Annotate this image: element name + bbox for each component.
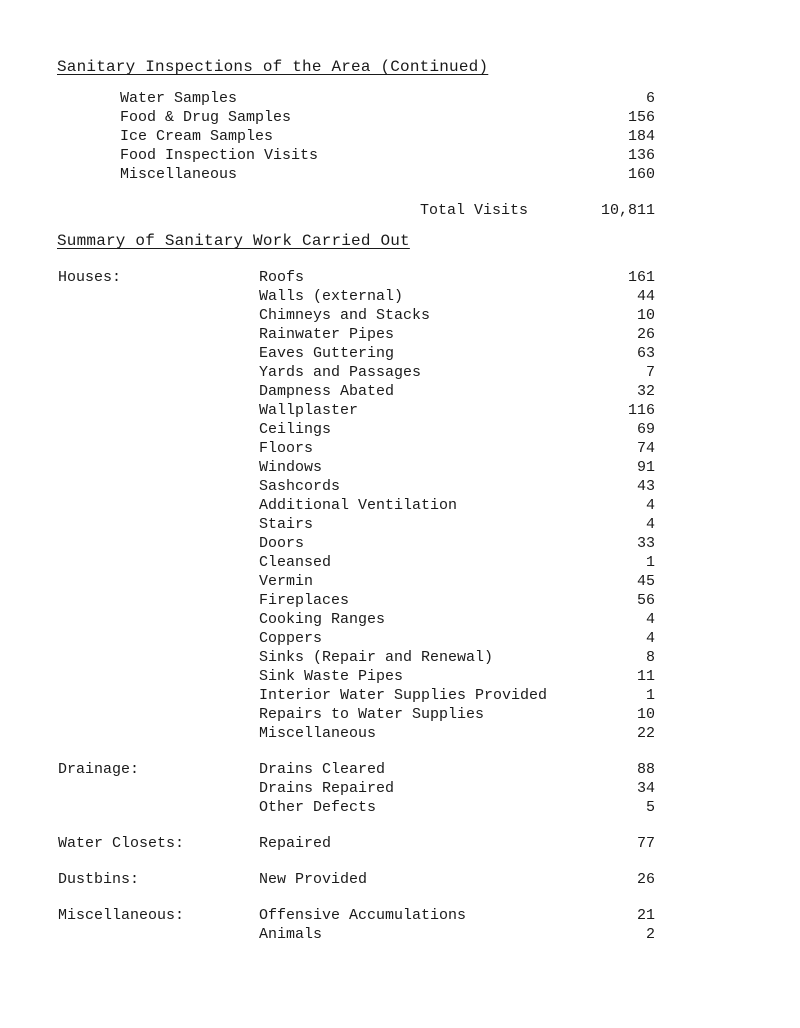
row-label: Fireplaces (259, 592, 350, 609)
table-row (259, 686, 655, 705)
row-label: Miscellaneous (259, 725, 377, 742)
row-label: Repairs to Water Supplies (259, 706, 485, 723)
row-label: Vermin (259, 573, 314, 590)
table-row (259, 287, 655, 306)
row-value: 56 (636, 592, 655, 609)
row-label: Windows (259, 459, 323, 476)
table-row (259, 363, 655, 382)
table-row (259, 834, 655, 853)
table-row (259, 401, 655, 420)
table-row (259, 760, 655, 779)
row-label: Cooking Ranges (259, 611, 386, 628)
row-label: Interior Water Supplies Provided (259, 687, 548, 704)
row-value: 69 (636, 421, 655, 438)
row-label: Animals (259, 926, 323, 943)
table-row (120, 89, 655, 108)
row-label: Dampness Abated (259, 383, 395, 400)
row-value: 43 (636, 478, 655, 495)
row-value: 8 (645, 649, 655, 666)
row-value: 6 (645, 90, 655, 107)
table-row (259, 458, 655, 477)
table-row (259, 870, 655, 889)
row-value: 63 (636, 345, 655, 362)
row-label: Repaired (259, 835, 332, 852)
total-value: 10,811 (600, 202, 655, 219)
row-label: Food & Drug Samples (120, 109, 292, 126)
row-label: Ice Cream Samples (120, 128, 274, 145)
row-label: New Provided (259, 871, 368, 888)
table-row (120, 108, 655, 127)
row-value: 33 (636, 535, 655, 552)
table-row (259, 344, 655, 363)
row-label: Sashcords (259, 478, 341, 495)
table-row (259, 268, 655, 287)
table-row (259, 477, 655, 496)
row-value: 26 (636, 326, 655, 343)
group-label-drainage: Drainage: (58, 761, 140, 778)
row-value: 10 (636, 307, 655, 324)
row-label: Cleansed (259, 554, 332, 571)
row-value: 4 (645, 611, 655, 628)
row-value: 91 (636, 459, 655, 476)
row-label: Sinks (Repair and Renewal) (259, 649, 494, 666)
table-row (259, 496, 655, 515)
section-heading-inspections: Sanitary Inspections of the Area (Continued) (57, 58, 489, 76)
table-row (259, 779, 655, 798)
table-row (259, 667, 655, 686)
table-row (259, 906, 655, 925)
row-label: Chimneys and Stacks (259, 307, 431, 324)
row-value: 32 (636, 383, 655, 400)
row-value: 136 (627, 147, 655, 164)
total-label: Total Visits (420, 202, 529, 219)
row-label: Other Defects (259, 799, 377, 816)
row-label: Offensive Accumulations (259, 907, 467, 924)
row-label: Floors (259, 440, 314, 457)
row-value: 2 (645, 926, 655, 943)
row-value: 21 (636, 907, 655, 924)
row-value: 22 (636, 725, 655, 742)
row-label: Stairs (259, 516, 314, 533)
table-row (120, 165, 655, 184)
table-row (259, 534, 655, 553)
row-label: Drains Cleared (259, 761, 386, 778)
table-row (259, 439, 655, 458)
row-label: Eaves Guttering (259, 345, 395, 362)
row-value: 88 (636, 761, 655, 778)
row-value: 1 (645, 687, 655, 704)
row-value: 4 (645, 630, 655, 647)
row-value: 26 (636, 871, 655, 888)
row-label: Walls (external) (259, 288, 404, 305)
row-value: 77 (636, 835, 655, 852)
total-row (120, 201, 655, 220)
table-row (120, 146, 655, 165)
row-value: 11 (636, 668, 655, 685)
row-value: 156 (627, 109, 655, 126)
table-row (259, 591, 655, 610)
row-label: Yards and Passages (259, 364, 422, 381)
table-row (259, 629, 655, 648)
row-label: Doors (259, 535, 305, 552)
row-value: 4 (645, 516, 655, 533)
row-label: Water Samples (120, 90, 238, 107)
row-value: 4 (645, 497, 655, 514)
row-value: 34 (636, 780, 655, 797)
table-row (259, 724, 655, 743)
row-value: 5 (645, 799, 655, 816)
table-row (259, 705, 655, 724)
row-label: Ceilings (259, 421, 332, 438)
section-heading-summary: Summary of Sanitary Work Carried Out (57, 232, 410, 250)
row-label: Rainwater Pipes (259, 326, 395, 343)
row-label: Wallplaster (259, 402, 359, 419)
group-label-houses: Houses: (58, 269, 122, 286)
group-label-dustbins: Dustbins: (58, 871, 140, 888)
table-row (259, 610, 655, 629)
row-label: Food Inspection Visits (120, 147, 319, 164)
group-label-miscellaneous: Miscellaneous: (58, 907, 185, 924)
row-value: 161 (627, 269, 655, 286)
row-label: Sink Waste Pipes (259, 668, 404, 685)
row-value: 116 (627, 402, 655, 419)
row-value: 74 (636, 440, 655, 457)
row-value: 44 (636, 288, 655, 305)
row-value: 10 (636, 706, 655, 723)
row-label: Coppers (259, 630, 323, 647)
table-row (259, 553, 655, 572)
row-value: 1 (645, 554, 655, 571)
table-row (259, 382, 655, 401)
table-row (259, 306, 655, 325)
row-label: Drains Repaired (259, 780, 395, 797)
row-value: 160 (627, 166, 655, 183)
row-value: 45 (636, 573, 655, 590)
row-value: 7 (645, 364, 655, 381)
group-label-water-closets: Water Closets: (58, 835, 185, 852)
table-row (259, 420, 655, 439)
table-row (120, 127, 655, 146)
row-label: Miscellaneous (120, 166, 238, 183)
table-row (259, 515, 655, 534)
row-label: Additional Ventilation (259, 497, 458, 514)
row-value: 184 (627, 128, 655, 145)
table-row (259, 648, 655, 667)
table-row (259, 325, 655, 344)
table-row (259, 798, 655, 817)
table-row (259, 572, 655, 591)
row-label: Roofs (259, 269, 305, 286)
table-row (259, 925, 655, 944)
